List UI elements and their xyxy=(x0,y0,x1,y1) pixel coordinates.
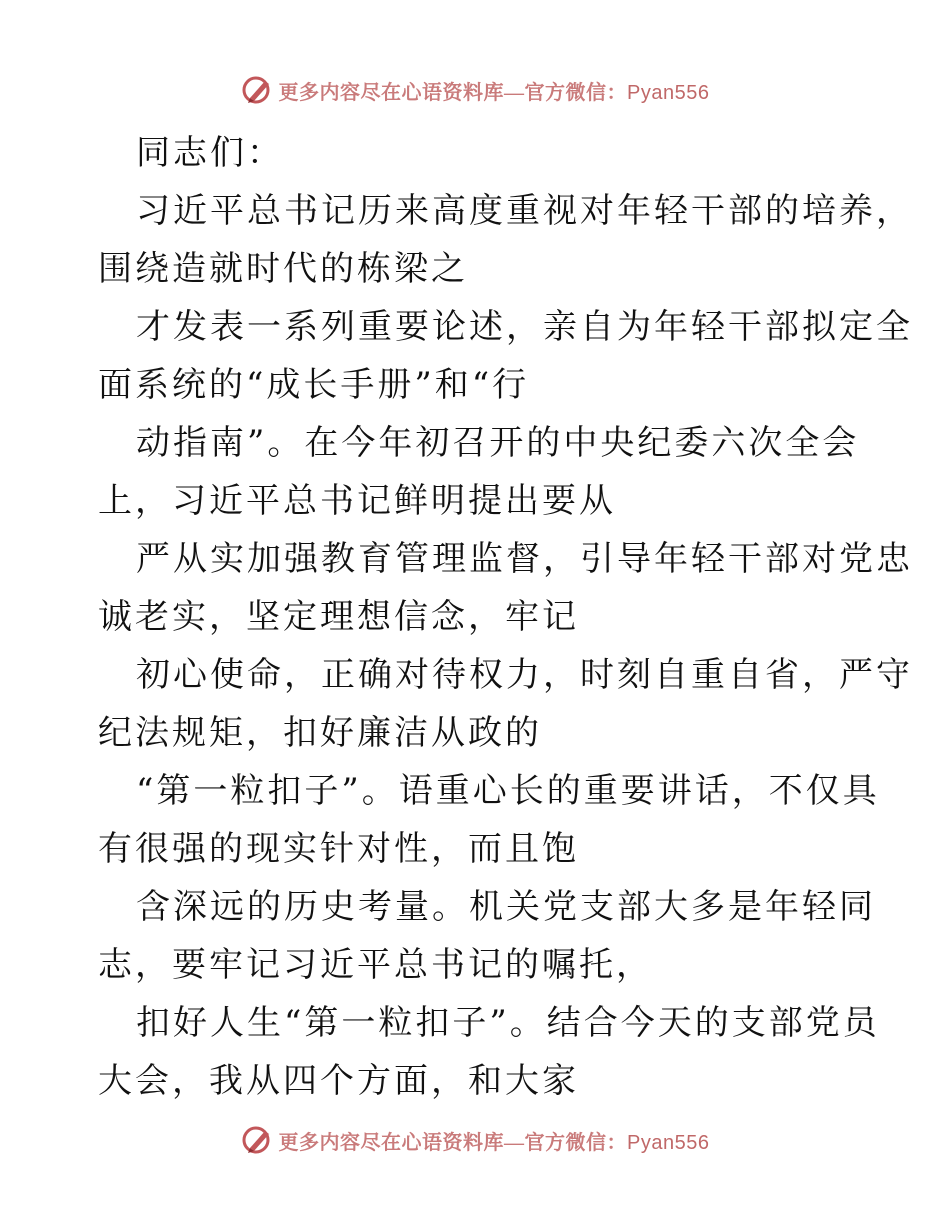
body-line: 含深远的历史考量。机关党支部大多是年轻同 xyxy=(136,887,876,927)
header-watermark-label: 更多内容尽在心语资料库—官方微信： xyxy=(278,81,628,104)
body-line: 动指南”。在今年初召开的中央纪委六次全会 xyxy=(136,423,860,463)
header-watermark-banner xyxy=(0,68,950,112)
body-line: 诚老实，坚定理想信念，牢记 xyxy=(98,597,579,637)
body-line: 大会，我从四个方面，和大家 xyxy=(98,1061,579,1101)
body-line: 上，习近平总书记鲜明提出要从 xyxy=(98,481,616,521)
body-line: 有很强的现实针对性，而且饱 xyxy=(98,829,579,869)
footer-watermark-label: 更多内容尽在心语资料库—官方微信： xyxy=(278,1131,628,1154)
body-line: 严从实加强教育管理监督，引导年轻干部对党忠 xyxy=(136,539,913,579)
pen-logo-icon xyxy=(241,73,275,107)
body-line: 围绕造就时代的栋梁之 xyxy=(98,249,468,289)
footer-watermark-text xyxy=(279,1126,710,1155)
body-line: 习近平总书记历来高度重视对年轻干部的培养， xyxy=(136,191,913,231)
body-line: 面系统的“成长手册”和“行 xyxy=(98,365,530,405)
pen-logo-icon xyxy=(241,1123,275,1157)
body-line: “第一粒扣子”。语重心长的重要讲话，不仅具 xyxy=(136,771,880,811)
body-line: 才发表一系列重要论述，亲自为年轻干部拟定全 xyxy=(136,307,913,347)
header-watermark-text xyxy=(279,76,710,105)
body-line: 志，要牢记习近平总书记的嘱托， xyxy=(98,945,653,985)
footer-watermark-inner xyxy=(241,1123,710,1157)
header-wechat-id: Pyan556 xyxy=(627,81,710,104)
header-watermark-inner xyxy=(241,73,710,107)
body-line: 纪法规矩，扣好廉洁从政的 xyxy=(98,713,542,753)
document-body xyxy=(98,124,913,1110)
body-line: 初心使命，正确对待权力，时刻自重自省，严守 xyxy=(136,655,913,695)
body-line: 扣好人生“第一粒扣子”。结合今天的支部党员 xyxy=(136,1003,880,1043)
body-line: 同志们： xyxy=(136,133,284,173)
footer-watermark-banner xyxy=(0,1118,950,1162)
footer-wechat-id: Pyan556 xyxy=(627,1131,710,1154)
